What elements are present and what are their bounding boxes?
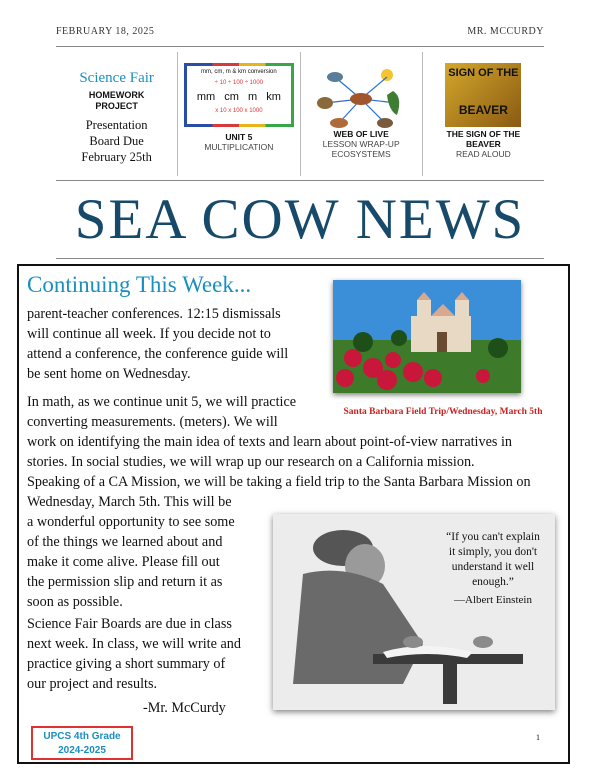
science-fair-subtitle <box>89 90 145 112</box>
masthead-rule <box>56 258 544 259</box>
text-line: converting measurements. (meters). We will <box>27 414 278 430</box>
einstein-photo <box>273 514 555 710</box>
conversion-title: mm, cm, m & km conversion <box>201 69 277 75</box>
school-badge <box>31 726 133 760</box>
paragraph-math <box>27 392 512 472</box>
strip-rule <box>56 180 544 181</box>
book-caption-1: THE SIGN OF THE <box>446 129 521 139</box>
unit-caption-2: MULTIPLICATION <box>204 142 274 152</box>
signoff: -Mr. McCurdy <box>143 700 226 716</box>
text-line: Science Fair Boards are due in class <box>27 616 232 632</box>
book-caption <box>423 129 544 159</box>
article-box <box>17 264 570 764</box>
text-line: Wednesday, March 5th. This will be <box>27 494 232 510</box>
header-rule <box>56 46 544 47</box>
text-line: attend a conference, the conference guide will <box>27 346 289 362</box>
teacher-name: MR. MCCURDY <box>467 26 544 37</box>
paragraph-conferences <box>27 304 288 384</box>
text-line: of the things we learned about and <box>27 534 223 550</box>
conversion-multiply: x 10 x 100 x 1000 <box>215 108 263 114</box>
text-line: will continue all week. If you decide not to <box>27 326 271 342</box>
text-line: our project and results. <box>27 676 158 692</box>
conversion-chart-image <box>183 63 295 131</box>
einstein-attribution: —Albert Einstein <box>454 594 532 606</box>
text-line: next week. In class, we will write and <box>27 636 241 652</box>
book-cell <box>423 52 544 176</box>
issue-date: FEBRUARY 18, 2025 <box>56 26 155 37</box>
text-line: practice giving a short summary of <box>27 656 226 672</box>
text-line: work on identifying the main idea of texts and learn about point-of-view narratives in <box>27 434 512 450</box>
book-cover-image <box>427 63 539 131</box>
mission-photo <box>333 280 521 393</box>
science-fair-cell <box>56 52 178 176</box>
science-fair-line-2: Board Due <box>89 134 144 148</box>
science-fair-line-1: Presentation <box>85 118 148 132</box>
conversion-units: mm cm m km <box>196 91 281 103</box>
school-badge-line-1: UPCS 4th Grade <box>43 731 121 742</box>
newsletter-masthead: SEA COW NEWS <box>74 188 526 251</box>
cover-bottom-text: BEAVER <box>458 103 508 117</box>
mission-photo-illustration <box>333 280 521 393</box>
article-heading: Continuing This Week... <box>27 272 252 297</box>
food-web-illustration <box>305 63 417 131</box>
text-line: stories. In social studies, we will wrap up our research on a California mission. <box>27 454 475 470</box>
text-line: soon as possible. <box>27 594 123 610</box>
science-fair-subtitle-1: HOMEWORK <box>88 90 145 100</box>
science-fair-subtitle-2: PROJECT <box>95 101 138 111</box>
unit-caption <box>178 132 299 152</box>
book-caption-3: READ ALOUD <box>455 149 511 159</box>
text-line: be sent home on Wednesday. <box>27 366 191 382</box>
science-fair-title: Science Fair <box>79 70 154 86</box>
paragraph-science-fair <box>27 614 241 694</box>
photo-caption: Santa Barbara Field Trip/Wednesday, March 5th <box>343 407 543 417</box>
page-number: 1 <box>536 733 540 742</box>
web-caption-1: WEB OF LIVE <box>333 129 389 139</box>
book-caption-2: BEAVER <box>465 139 501 149</box>
text-line: a wonderful opportunity to see some <box>27 514 235 530</box>
conversion-chart <box>184 63 294 127</box>
text-line: make it come alive. Please fill out <box>27 554 220 570</box>
web-caption-3: ECOSYSTEMS <box>331 149 391 159</box>
conversion-divide: ÷ 10 ÷ 100 ÷ 1000 <box>214 80 263 86</box>
food-web-image <box>305 63 417 131</box>
web-caption-2: LESSON WRAP-UP <box>322 139 400 149</box>
cover-top-text: SIGN OF THE <box>448 67 519 79</box>
einstein-quote: “If you can't explain it simply, you don't understand it well enough.” <box>446 531 540 588</box>
page-header <box>56 26 544 44</box>
science-fair-due <box>81 117 151 165</box>
science-fair-line-3: February 25th <box>81 150 152 164</box>
unit-caption-1: UNIT 5 <box>225 132 253 142</box>
feature-strip <box>56 52 544 176</box>
school-badge-line-2: 2024-2025 <box>58 745 106 756</box>
text-line: the permission slip and return it as <box>27 574 223 590</box>
text-line: parent-teacher conferences. 12:15 dismissals <box>27 306 281 322</box>
web-cell <box>301 52 423 176</box>
text-line: Speaking of a CA Mission, we will be taking a field trip to the Santa Barbara Mission on <box>27 474 531 490</box>
unit-cell <box>178 52 300 176</box>
sign-of-the-beaver-cover <box>445 63 521 127</box>
web-caption <box>301 129 422 159</box>
text-line: In math, as we continue unit 5, we will practice <box>27 394 297 410</box>
